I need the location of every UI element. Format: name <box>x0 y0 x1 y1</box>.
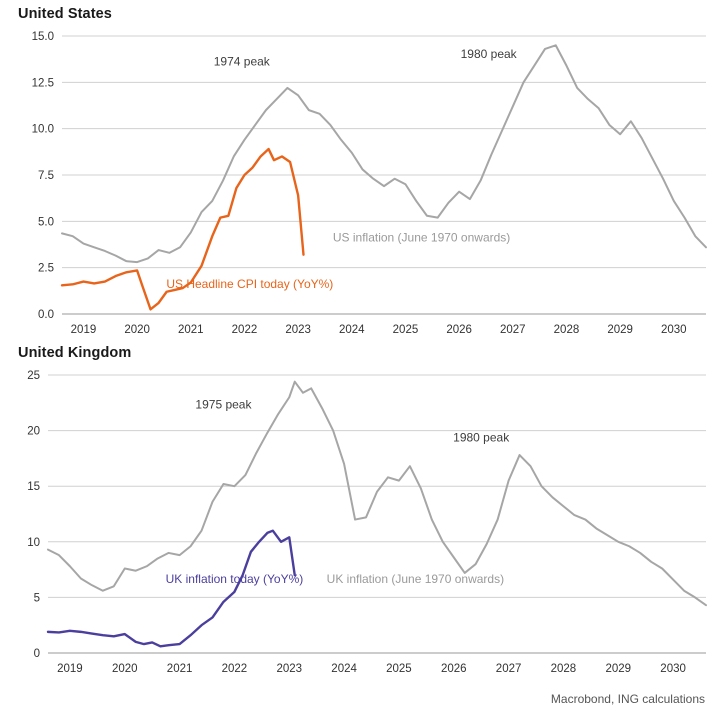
series-line <box>48 531 295 647</box>
x-tick-label: 2022 <box>221 663 248 675</box>
x-tick-label: 2029 <box>605 663 632 675</box>
series-line <box>62 45 706 262</box>
x-tick-label: 2027 <box>495 663 522 675</box>
uk-panel-title: United Kingdom <box>18 345 132 361</box>
x-tick-label: 2023 <box>276 663 303 675</box>
x-tick-label: 2030 <box>660 663 686 675</box>
source-caption: Macrobond, ING calculations <box>550 692 705 706</box>
chart-annotation: 1974 peak <box>213 54 270 69</box>
y-tick-label: 25 <box>27 370 40 382</box>
chart-annotation: US inflation (June 1970 onwards) <box>332 230 511 245</box>
y-tick-label: 7.5 <box>38 170 54 182</box>
x-tick-label: 2026 <box>446 324 472 336</box>
y-tick-label: 0.0 <box>38 309 54 321</box>
x-tick-label: 2020 <box>124 324 150 336</box>
y-tick-label: 15 <box>27 481 40 494</box>
y-tick-label: 10.0 <box>31 123 54 136</box>
x-tick-label: 2021 <box>166 663 193 675</box>
y-tick-label: 5.0 <box>38 216 54 229</box>
uk-panel <box>0 339 721 708</box>
x-tick-label: 2020 <box>111 663 138 675</box>
y-tick-label: 15.0 <box>31 31 54 43</box>
x-tick-label: 2028 <box>553 324 580 336</box>
x-tick-label: 2019 <box>57 663 83 675</box>
y-tick-label: 2.5 <box>38 262 54 275</box>
y-tick-label: 10 <box>27 536 40 549</box>
x-tick-label: 2028 <box>550 663 577 675</box>
y-tick-label: 20 <box>27 425 40 438</box>
us-chart <box>0 24 721 339</box>
x-tick-label: 2029 <box>607 324 633 336</box>
x-tick-label: 2030 <box>661 324 687 336</box>
chart-annotation: 1980 peak <box>460 47 517 62</box>
y-tick-label: 0 <box>33 648 40 660</box>
x-tick-label: 2024 <box>331 663 357 675</box>
y-tick-label: 5 <box>33 592 40 605</box>
chart-annotation: UK inflation today (YoY%) <box>165 571 304 586</box>
y-tick-label: 12.5 <box>31 77 54 90</box>
x-tick-label: 2019 <box>70 324 97 336</box>
chart-annotation: 1980 peak <box>453 430 510 445</box>
x-tick-label: 2025 <box>386 663 412 675</box>
uk-chart-svg <box>0 363 721 708</box>
chart-annotation: US Headline CPI today (YoY%) <box>166 277 334 292</box>
x-tick-label: 2023 <box>285 324 311 336</box>
x-tick-label: 2021 <box>178 324 204 336</box>
uk-chart <box>0 363 721 708</box>
chart-annotation: UK inflation (June 1970 onwards) <box>326 571 505 586</box>
x-tick-label: 2025 <box>392 324 419 336</box>
x-tick-label: 2024 <box>339 324 365 336</box>
us-chart-svg <box>0 24 721 339</box>
x-tick-label: 2026 <box>440 663 467 675</box>
chart-annotation: 1975 peak <box>195 397 252 412</box>
us-panel-title: United States <box>18 6 112 22</box>
x-tick-label: 2027 <box>500 324 526 336</box>
us-panel <box>0 0 721 339</box>
x-tick-label: 2022 <box>231 324 258 336</box>
